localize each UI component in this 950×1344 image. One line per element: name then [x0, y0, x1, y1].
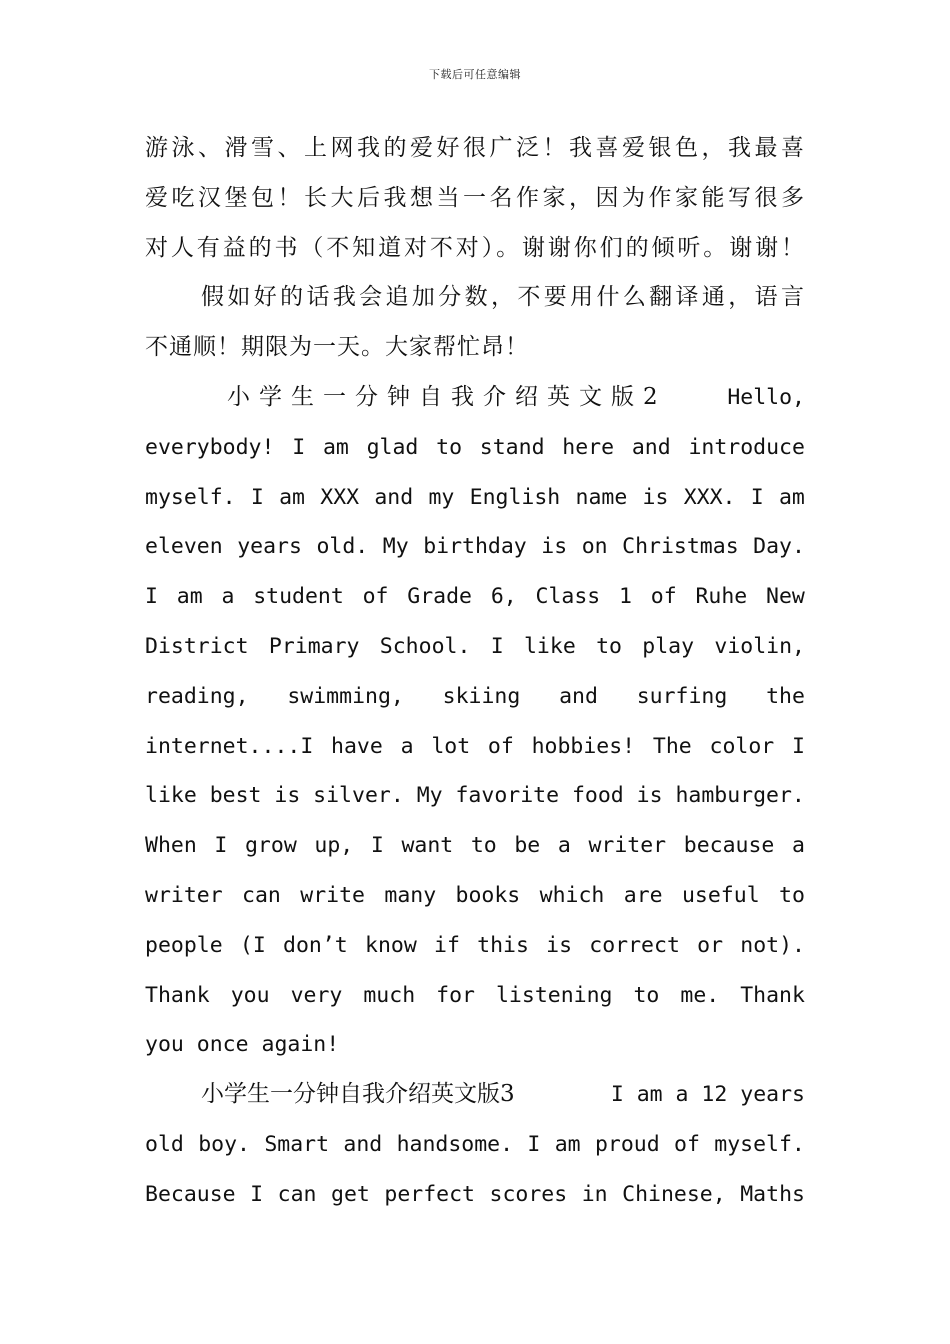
section-2-first-word: Hello,	[727, 384, 805, 410]
word: or	[697, 932, 724, 958]
word: is	[636, 783, 663, 809]
word: name	[575, 484, 628, 510]
word: internet....I	[145, 733, 314, 759]
word: everybody!	[145, 434, 275, 460]
word: myself.	[714, 1131, 805, 1157]
text-line	[145, 921, 805, 971]
text-line: 假如好的话我会追加分数，不要用什么翻译通，语言	[201, 284, 805, 311]
word: lot	[431, 733, 471, 759]
word: proud	[594, 1131, 660, 1157]
word: I	[792, 733, 805, 759]
text-line	[145, 672, 805, 722]
text-line	[145, 522, 805, 572]
word: is	[274, 783, 301, 809]
word: color	[709, 733, 775, 759]
word: Thank	[145, 982, 210, 1008]
word: writer	[588, 833, 667, 859]
word: correct	[589, 932, 680, 958]
word: me.	[680, 982, 720, 1008]
word: are	[623, 882, 663, 908]
word: skiing	[442, 683, 521, 709]
section-3-title: 小学生一分钟自我介绍英文版3	[201, 1081, 515, 1108]
document-body	[145, 124, 805, 1220]
word: eleven	[145, 534, 223, 560]
word: Christmas	[622, 534, 739, 560]
text-line: 不通顺！期限为一天。大家帮忙昂！	[145, 334, 529, 361]
word: am	[176, 584, 203, 610]
word: swimming,	[287, 683, 404, 709]
word: am	[778, 484, 805, 510]
word: reading,	[145, 683, 249, 709]
word: many	[384, 882, 437, 908]
word: and	[374, 484, 414, 510]
word: here	[562, 434, 615, 460]
word: useful	[681, 882, 760, 908]
word: am	[322, 434, 349, 460]
word: XXX	[320, 484, 360, 510]
word: hamburger.	[675, 783, 805, 809]
section-2-heading-line	[145, 373, 805, 423]
word: to	[779, 882, 805, 908]
word: 1	[619, 584, 632, 610]
word: perfect	[384, 1181, 475, 1207]
word: glad	[366, 434, 419, 460]
word: I	[370, 833, 384, 859]
text-line	[145, 423, 805, 473]
word: My	[416, 783, 443, 809]
word: food	[571, 783, 624, 809]
text-line: 爱吃汉堡包！长大后我想当一名作家，因为作家能写很多	[145, 184, 805, 211]
word: boy.	[198, 1131, 250, 1157]
word: I	[527, 1131, 541, 1157]
word: best	[209, 783, 262, 809]
word: student	[253, 584, 344, 610]
word: of	[487, 733, 514, 759]
word: don’t	[283, 932, 348, 958]
word: birthday	[423, 534, 527, 560]
word: The	[652, 733, 692, 759]
text-line	[145, 1120, 805, 1170]
word: because	[683, 833, 775, 859]
word: a	[221, 584, 235, 610]
word: Primary	[268, 633, 360, 659]
word: to	[633, 982, 660, 1008]
word: very	[290, 982, 343, 1008]
word: if	[434, 932, 460, 958]
word: and	[631, 434, 671, 460]
word: for	[436, 982, 475, 1008]
word: get	[331, 1181, 370, 1207]
word: want	[401, 833, 454, 859]
word: books	[455, 882, 521, 908]
word: to	[470, 833, 497, 859]
word: handsome.	[396, 1131, 514, 1157]
word: scores	[489, 1181, 568, 1207]
text-line	[145, 821, 805, 871]
word: is	[546, 932, 573, 958]
text-line	[145, 722, 805, 772]
section-2-title: 小学生一分钟自我介绍英文版2	[227, 383, 667, 410]
word: stand	[479, 434, 545, 460]
word: hobbies!	[531, 733, 636, 759]
word: and	[559, 683, 598, 709]
word: much	[363, 982, 416, 1008]
word: like	[145, 783, 197, 809]
word: you	[230, 982, 270, 1008]
word: I	[292, 434, 306, 460]
word: grow	[244, 833, 297, 859]
section-3-first-words: I am a 12 years	[610, 1082, 805, 1108]
text-line	[145, 1020, 805, 1070]
word: which	[539, 882, 605, 908]
text-line-content: you once again!	[145, 1032, 340, 1058]
word: of	[362, 584, 389, 610]
word: introduce	[688, 434, 805, 460]
word: Chinese,	[622, 1181, 726, 1207]
word: write	[300, 882, 365, 908]
word: this	[477, 932, 529, 958]
text-line	[145, 871, 805, 921]
word: to	[436, 434, 463, 460]
word: violin,	[714, 633, 805, 659]
word: My	[382, 534, 409, 560]
word: my	[428, 484, 455, 510]
word: know	[365, 932, 417, 958]
word: myself.	[145, 484, 236, 510]
word: in	[581, 1181, 608, 1207]
word: Thank	[740, 982, 805, 1008]
word: old.	[316, 534, 369, 560]
word: silver.	[313, 783, 404, 809]
word: can	[277, 1181, 317, 1207]
word: Ruhe	[695, 584, 748, 610]
word: Smart	[264, 1131, 330, 1157]
text-line: 游泳、滑雪、上网我的爱好很广泛！我喜爱银色，我最喜	[145, 135, 805, 161]
text-line	[145, 971, 805, 1021]
word: years	[237, 534, 302, 560]
word: School.	[379, 633, 471, 659]
word: on	[581, 534, 608, 560]
word: up,	[314, 833, 354, 859]
word: (I	[239, 932, 266, 958]
word: old	[145, 1131, 184, 1157]
word: play	[642, 633, 695, 659]
word: Maths	[740, 1181, 805, 1207]
word: Class	[535, 584, 601, 610]
word: the	[766, 683, 805, 709]
word: have	[331, 733, 383, 759]
word: I	[250, 484, 264, 510]
text-line: 对人有益的书（不知道对不对）。谢谢你们的倾听。谢谢！	[145, 234, 805, 261]
word: a	[557, 833, 571, 859]
word: of	[650, 584, 677, 610]
word: is	[642, 484, 669, 510]
text-line	[145, 572, 805, 622]
word: I	[490, 633, 504, 659]
page-header: 下载后可任意编辑	[429, 68, 521, 81]
word: to	[596, 633, 622, 659]
word: a	[791, 833, 805, 859]
word: am	[554, 1131, 581, 1157]
text-line	[145, 622, 805, 672]
word: surfing	[636, 683, 728, 709]
word: writer	[145, 882, 223, 908]
word: XXX.	[683, 484, 736, 510]
text-line	[145, 473, 805, 523]
word: of	[674, 1131, 700, 1157]
word: a	[400, 733, 414, 759]
word: I	[145, 584, 158, 610]
word: I	[214, 833, 228, 859]
word: like	[523, 633, 576, 659]
text-line	[145, 771, 805, 821]
word: English	[469, 484, 561, 510]
word: be	[514, 833, 541, 859]
word: am	[279, 484, 305, 510]
word: people	[145, 932, 223, 958]
word: District	[145, 633, 249, 659]
word: I	[750, 484, 764, 510]
word: is	[541, 534, 568, 560]
text-line	[145, 1170, 805, 1220]
word: Day.	[753, 534, 805, 560]
word: favorite	[455, 783, 560, 809]
word: When	[145, 833, 197, 859]
word: New	[766, 584, 805, 610]
section-3-heading-line	[145, 1070, 805, 1120]
word: listening	[495, 982, 613, 1008]
word: I	[250, 1181, 264, 1207]
word: not).	[740, 932, 805, 958]
word: can	[242, 882, 281, 908]
word: 6,	[490, 584, 517, 610]
word: Grade	[407, 584, 473, 610]
word: Because	[145, 1181, 236, 1207]
word: and	[343, 1131, 383, 1157]
